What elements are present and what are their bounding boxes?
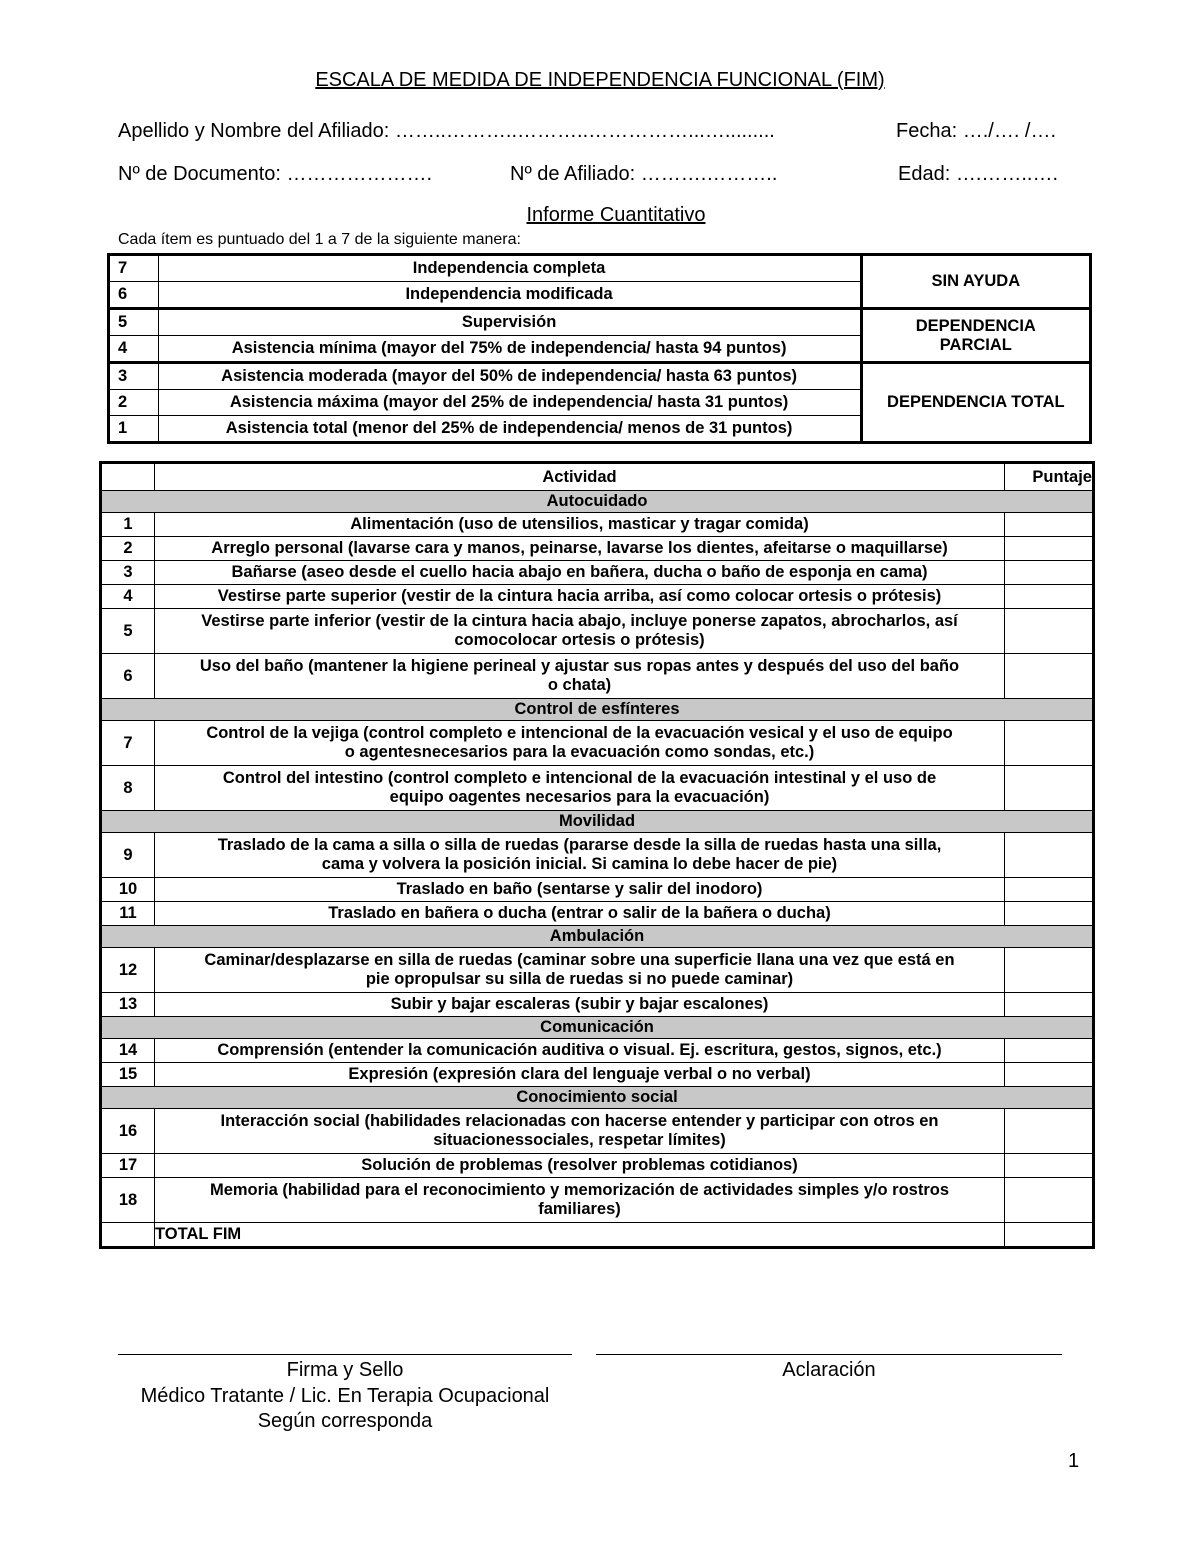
scale-desc: Supervisión	[158, 309, 861, 336]
category-sin-ayuda: SIN AYUDA	[861, 255, 1090, 309]
header-puntaje: Puntaje	[1005, 463, 1094, 491]
item-description	[155, 721, 1005, 766]
scale-desc: Asistencia moderada (mayor del 50% de independencia/ hasta 63 puntos)	[158, 363, 861, 390]
signature-label-firma: Firma y Sello	[286, 1359, 404, 1381]
item-description	[155, 993, 1005, 1017]
section-header: Control de esfínteres	[101, 699, 1094, 721]
item-line: equipo oagentes necesarios para la evacuación)	[389, 788, 770, 806]
item-line: Arreglo personal (lavarse cara y manos, peinarse, lavarse los dientes, afeitarse o maquillarse)	[211, 539, 948, 557]
total-score-cell[interactable]	[1005, 1223, 1094, 1248]
document-title: ESCALA DE MEDIDA DE INDEPENDENCIA FUNCIONAL (FIM)	[315, 69, 885, 91]
signature-label-aclaracion: Aclaración	[782, 1359, 876, 1381]
header-actividad: Actividad	[155, 463, 1005, 491]
item-description	[155, 833, 1005, 878]
section-header: Autocuidado	[101, 491, 1094, 513]
item-description	[155, 654, 1005, 699]
item-description	[155, 1178, 1005, 1223]
score-cell[interactable]	[1005, 1063, 1094, 1087]
scale-num: 5	[109, 309, 159, 336]
scale-num: 3	[109, 363, 159, 390]
item-line: Caminar/desplazarse en silla de ruedas (caminar sobre una superficie llana una vez que está en	[204, 951, 955, 969]
score-cell[interactable]	[1005, 585, 1094, 609]
item-number: 5	[101, 609, 155, 654]
score-cell[interactable]	[1005, 1109, 1094, 1154]
item-number: 10	[101, 878, 155, 902]
score-cell[interactable]	[1005, 766, 1094, 811]
score-cell[interactable]	[1005, 902, 1094, 926]
field-edad[interactable]: Edad: ….……..….	[898, 163, 1059, 185]
header-num-cell	[101, 463, 155, 491]
score-cell[interactable]	[1005, 609, 1094, 654]
scale-desc: Independencia modificada	[158, 282, 861, 309]
item-description	[155, 561, 1005, 585]
item-number: 16	[101, 1109, 155, 1154]
item-line: Traslado en baño (sentarse y salir del inodoro)	[396, 880, 763, 898]
item-line: Vestirse parte superior (vestir de la cintura hacia arriba, así como colocar ortesis o prótesis)	[217, 587, 942, 605]
scale-num: 1	[109, 416, 159, 443]
item-line: situacionessociales, respetar límites)	[433, 1131, 726, 1149]
item-description	[155, 1039, 1005, 1063]
field-afiliado[interactable]: Nº de Afiliado: ……….………..	[510, 163, 778, 185]
section-header: Comunicación	[101, 1017, 1094, 1039]
score-cell[interactable]	[1005, 654, 1094, 699]
category-parcial-line1: DEPENDENCIA	[915, 316, 1036, 335]
score-cell[interactable]	[1005, 561, 1094, 585]
field-documento[interactable]: Nº de Documento: ………………….	[118, 163, 433, 185]
item-description	[155, 1063, 1005, 1087]
field-nombre[interactable]: Apellido y Nombre del Afiliado: ……..………..………..……………...….........	[118, 120, 775, 142]
score-cell[interactable]	[1005, 948, 1094, 993]
item-number: 2	[101, 537, 155, 561]
section-header: Movilidad	[101, 811, 1094, 833]
item-line: Expresión (expresión clara del lenguaje verbal o no verbal)	[348, 1065, 811, 1083]
item-number: 1	[101, 513, 155, 537]
item-number: 13	[101, 993, 155, 1017]
signature-label-medico: Médico Tratante / Lic. En Terapia Ocupacional	[140, 1385, 550, 1407]
activity-table	[99, 461, 1095, 1249]
score-cell[interactable]	[1005, 1178, 1094, 1223]
scale-desc: Asistencia total (menor del 25% de independencia/ menos de 31 puntos)	[158, 416, 861, 443]
item-line: Traslado de la cama a silla o silla de ruedas (pararse desde la silla de ruedas hasta una silla,	[217, 836, 942, 854]
scale-desc: Asistencia máxima (mayor del 25% de independencia/ hasta 31 puntos)	[158, 390, 861, 416]
score-cell[interactable]	[1005, 993, 1094, 1017]
category-dependencia-parcial	[861, 309, 1090, 363]
total-fim-label: TOTAL FIM	[155, 1223, 1005, 1248]
item-description	[155, 766, 1005, 811]
score-cell[interactable]	[1005, 537, 1094, 561]
item-number: 6	[101, 654, 155, 699]
signature-line-left	[118, 1354, 572, 1355]
scale-num: 6	[109, 282, 159, 309]
item-line: Solución de problemas (resolver problemas cotidianos)	[361, 1156, 798, 1174]
item-line: Uso del baño (mantener la higiene perineal y ajustar sus ropas antes y después del uso del baño	[199, 657, 960, 675]
total-num-cell	[101, 1223, 155, 1248]
item-line: Control del intestino (control completo e intencional de la evacuación intestinal y el uso de	[222, 769, 937, 787]
signature-line-right	[596, 1354, 1062, 1355]
informe-title: Informe Cuantitativo	[526, 204, 706, 226]
field-fecha[interactable]: Fecha: …./…. /….	[896, 120, 1057, 142]
item-description	[155, 902, 1005, 926]
score-cell[interactable]	[1005, 833, 1094, 878]
scale-desc: Asistencia mínima (mayor del 75% de independencia/ hasta 94 puntos)	[158, 336, 861, 363]
item-line: pie opropulsar su silla de ruedas si no puede caminar)	[365, 970, 794, 988]
scale-desc: Independencia completa	[158, 255, 861, 282]
item-number: 17	[101, 1154, 155, 1178]
section-header: Conocimiento social	[101, 1087, 1094, 1109]
item-number: 11	[101, 902, 155, 926]
item-line: Comprensión (entender la comunicación auditiva o visual. Ej. escritura, gestos, signos, etc.)	[217, 1041, 942, 1059]
item-line: Interacción social (habilidades relacionadas con hacerse entender y participar con otros en	[220, 1112, 939, 1130]
score-cell[interactable]	[1005, 1039, 1094, 1063]
category-dependencia-total: DEPENDENCIA TOTAL	[861, 363, 1090, 443]
item-description	[155, 1109, 1005, 1154]
page-number: 1	[1068, 1450, 1080, 1472]
scale-num: 7	[109, 255, 159, 282]
item-line: o chata)	[547, 676, 612, 694]
score-cell[interactable]	[1005, 721, 1094, 766]
section-header: Ambulación	[101, 926, 1094, 948]
item-line: Subir y bajar escaleras (subir y bajar escalones)	[390, 995, 769, 1013]
item-description	[155, 878, 1005, 902]
item-line: comocolocar ortesis o prótesis)	[454, 631, 705, 649]
item-description	[155, 585, 1005, 609]
scale-num: 4	[109, 336, 159, 363]
item-line: Alimentación (uso de utensilios, masticar y tragar comida)	[350, 515, 809, 533]
item-description	[155, 537, 1005, 561]
item-description	[155, 513, 1005, 537]
score-cell[interactable]	[1005, 1154, 1094, 1178]
score-cell[interactable]	[1005, 513, 1094, 537]
item-number: 9	[101, 833, 155, 878]
item-number: 8	[101, 766, 155, 811]
item-line: Control de la vejiga (control completo e intencional de la evacuación vesical y el uso de equipo	[206, 724, 953, 742]
item-line: Traslado en bañera o ducha (entrar o salir de la bañera o ducha)	[328, 904, 831, 922]
item-line: o agentesnecesarios para la evacuación como sondas, etc.)	[344, 743, 815, 761]
item-number: 15	[101, 1063, 155, 1087]
item-description	[155, 948, 1005, 993]
signature-label-segun: Según corresponda	[257, 1410, 433, 1432]
item-description	[155, 1154, 1005, 1178]
item-number: 14	[101, 1039, 155, 1063]
item-line: Vestirse parte inferior (vestir de la cintura hacia abajo, incluye ponerse zapatos, abrocharlos, así	[201, 612, 958, 630]
item-description	[155, 609, 1005, 654]
scale-table	[107, 253, 1092, 444]
item-number: 3	[101, 561, 155, 585]
score-cell[interactable]	[1005, 878, 1094, 902]
item-line: Bañarse (aseo desde el cuello hacia abajo en bañera, ducha o baño de esponja en cama)	[231, 563, 928, 581]
item-number: 12	[101, 948, 155, 993]
item-number: 7	[101, 721, 155, 766]
item-number: 4	[101, 585, 155, 609]
item-line: Memoria (habilidad para el reconocimiento y memorización de actividades simples y/o rostros	[209, 1181, 950, 1199]
item-number: 18	[101, 1178, 155, 1223]
intro-text: Cada ítem es puntuado del 1 a 7 de la siguiente manera:	[118, 231, 521, 248]
scale-num: 2	[109, 390, 159, 416]
item-line: familiares)	[538, 1200, 621, 1218]
item-line: cama y volvera la posición inicial. Si camina lo debe hacer de pie)	[321, 855, 838, 873]
category-parcial-line2: PARCIAL	[939, 335, 1012, 354]
